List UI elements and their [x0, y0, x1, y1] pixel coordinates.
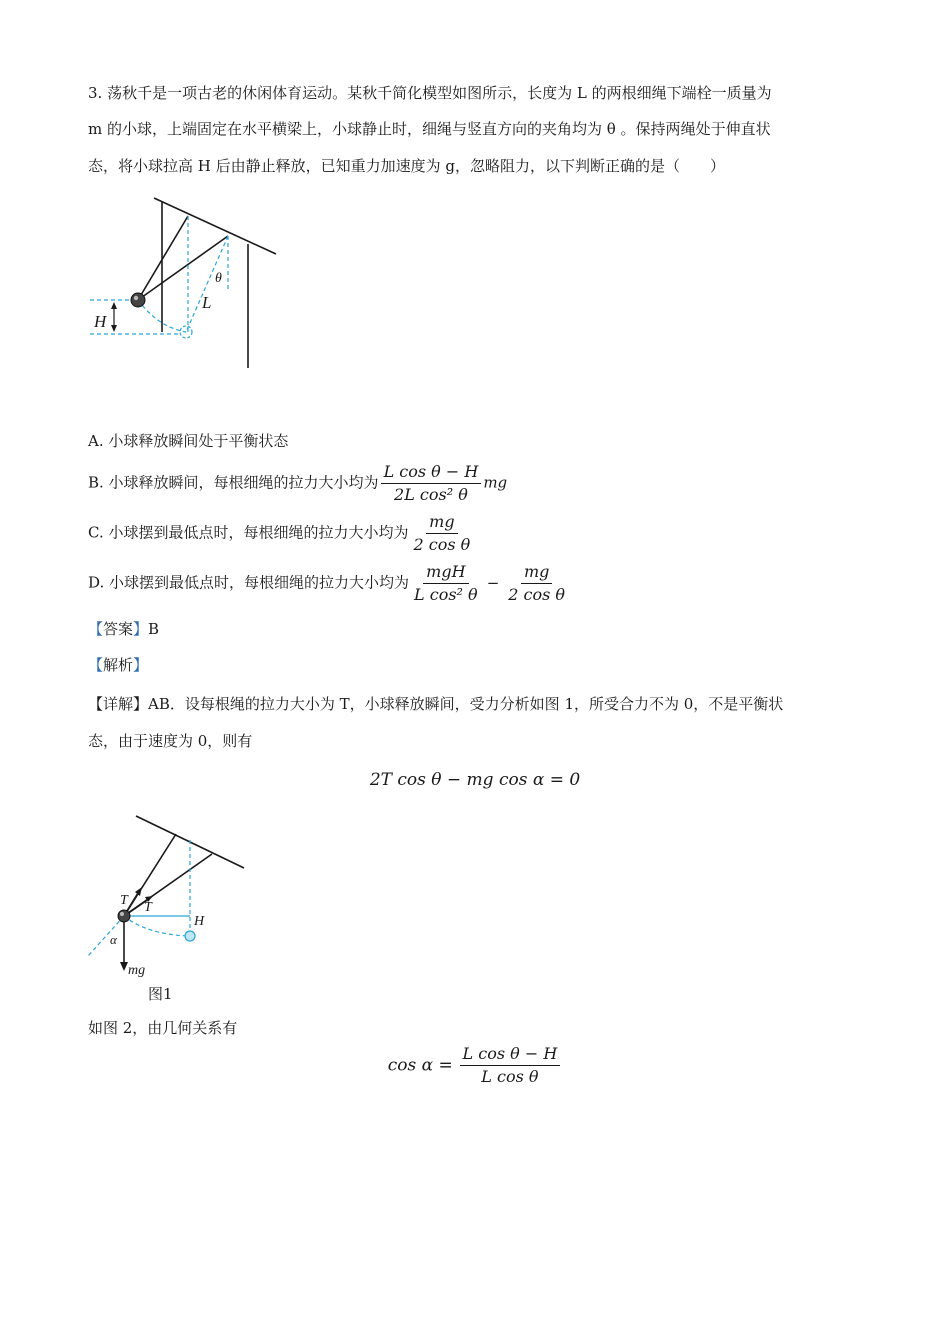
- label-theta: θ: [215, 271, 222, 286]
- analysis-label: 解析: [103, 656, 134, 674]
- option-b-suffix: mg: [483, 473, 508, 492]
- answer-heading: 答案: [103, 620, 134, 638]
- label-H: H: [94, 312, 107, 331]
- option-a: A. 小球释放瞬间处于平衡状态: [88, 432, 289, 450]
- analysis-heading: [88, 654, 148, 675]
- fig1-label-T1: T: [120, 893, 128, 908]
- equation-force-balance: 2T cos θ − mg cos α = 0: [369, 770, 581, 790]
- detail-label: 详解: [103, 695, 134, 713]
- equation-denominator: L cos θ: [481, 1067, 539, 1086]
- swing-diagram: [88, 192, 278, 372]
- option-d: [88, 562, 570, 605]
- option-d-numerator-1: mgH: [423, 562, 468, 584]
- fig1-label-mg: mg: [128, 963, 146, 978]
- fig1-ball: [118, 910, 130, 922]
- option-b-numerator: L cos θ − H: [381, 462, 482, 484]
- option-d-denominator-2: 2 cos θ: [508, 585, 566, 604]
- option-d-text: D. 小球摆到最低点时，每根细绳的拉力大小均为: [88, 573, 410, 592]
- label-L: L: [202, 293, 212, 312]
- detail-line-1: [88, 693, 783, 714]
- option-d-fraction-1: [411, 562, 481, 605]
- option-b-denominator: 2L cos² θ: [394, 485, 468, 504]
- option-d-denominator-1: L cos² θ: [414, 585, 478, 604]
- answer-close-bracket: 】: [133, 620, 149, 638]
- option-b: [88, 462, 507, 505]
- option-c-numerator: mg: [426, 512, 457, 534]
- answer-line: [88, 618, 159, 639]
- option-c: [88, 512, 475, 555]
- option-d-numerator-2: mg: [521, 562, 552, 584]
- question-line-1: 3. 荡秋千是一项古老的休闲体育运动。某秋千简化模型如图所示，长度为 L 的两根细绳下端栓一质量为: [88, 84, 772, 102]
- rope-back: [138, 236, 228, 300]
- equation-lhs: cos α =: [387, 1055, 453, 1076]
- fig1-label-alpha: α: [110, 932, 117, 947]
- option-c-text: C. 小球摆到最低点时，每根细绳的拉力大小均为: [88, 523, 409, 542]
- equation-numerator: L cos θ − H: [460, 1044, 561, 1066]
- option-d-fraction-2: [505, 562, 568, 605]
- option-c-fraction: [410, 512, 473, 555]
- analysis-close-bracket: 】: [133, 656, 149, 674]
- fig1-label-T2: T: [144, 900, 152, 915]
- analysis-open-bracket: 【: [88, 656, 104, 674]
- detail-text-1: AB．设每根绳的拉力大小为 T，小球释放瞬间，受力分析如图 1，所受合力不为 0，不是平衡状: [148, 695, 784, 713]
- ball: [131, 293, 145, 307]
- option-b-text: B. 小球释放瞬间，每根细绳的拉力大小均为: [88, 473, 379, 492]
- equation-fraction: [460, 1044, 561, 1087]
- fig1-label-H: H: [194, 914, 205, 929]
- option-d-minus: −: [486, 573, 500, 592]
- option-b-fraction: [381, 462, 482, 505]
- answer-value: B: [148, 620, 160, 638]
- question-line-2: m 的小球，上端固定在水平横梁上，小球静止时，细绳与竖直方向的夹角均为 θ 。保持两绳处于伸直状: [88, 120, 771, 138]
- rope-front: [138, 216, 188, 300]
- question-line-3: 态，将小球拉高 H 后由静止释放，已知重力加速度为 g，忽略阻力，以下判断正确的是（ ）: [88, 157, 725, 175]
- detail-close-bracket: 】: [133, 695, 149, 713]
- figure-1-caption: 图1: [148, 985, 173, 1003]
- option-c-denominator: 2 cos θ: [413, 535, 471, 554]
- equation-cos-alpha: [0, 1044, 950, 1087]
- answer-open-bracket: 【: [88, 620, 104, 638]
- fig1-lowest-ball: [185, 931, 195, 941]
- detail-open-bracket: 【: [88, 695, 104, 713]
- detail-line-2: 态，由于速度为 0，则有: [88, 732, 253, 750]
- force-diagram-figure-1: [84, 808, 254, 978]
- geometry-intro: 如图 2，由几何关系有: [88, 1019, 238, 1037]
